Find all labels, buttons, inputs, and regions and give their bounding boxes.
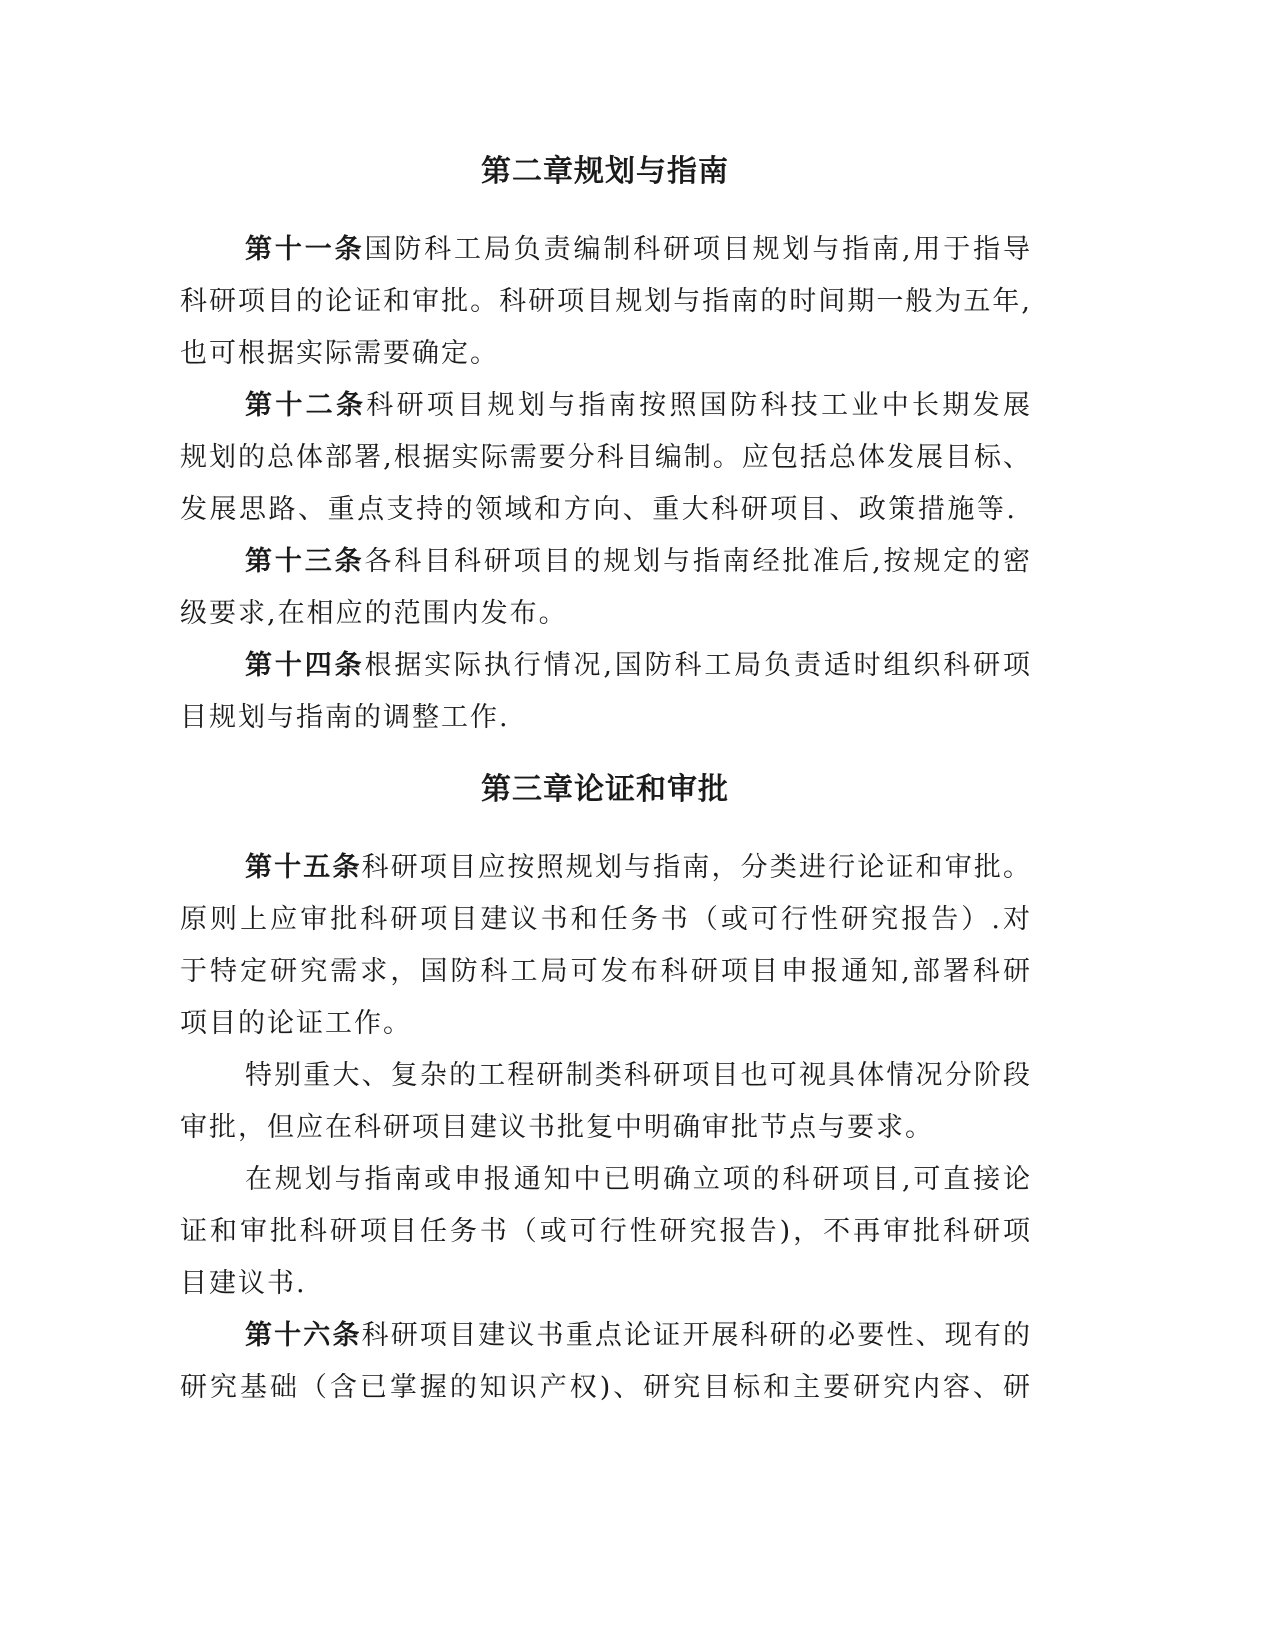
- text-line: 发展思路、重点支持的领域和方向、重大科研项目、政策措施等.: [180, 494, 1015, 525]
- article-15-line: [245, 842, 1030, 894]
- line-text: 科研项目建议书重点论证开展科研的必要性、现有的: [361, 1320, 1030, 1351]
- article-label: 第十五条: [245, 852, 362, 883]
- line-text: 各科目科研项目的规划与指南经批准后,按规定的密: [364, 546, 1030, 577]
- text-line: 目规划与指南的调整工作.: [180, 702, 510, 733]
- line-text: 国防科工局负责编制科研项目规划与指南,用于指导: [364, 234, 1030, 265]
- line-text: 科研项目规划与指南按照国防科技工业中长期发展: [366, 390, 1030, 421]
- article-label: 第十二条: [245, 390, 367, 421]
- text-line: 级要求,在相应的范围内发布。: [180, 598, 568, 629]
- text-line: 审批，但应在科研项目建议书批复中明确审批节点与要求。: [180, 1112, 934, 1143]
- chapter-3-body: [180, 842, 1030, 1414]
- line-text: 科研项目应按照规划与指南，分类进行论证和审批。: [361, 852, 1030, 883]
- text-line: 证和审批科研项目任务书（或可行性研究报告)，不再审批科研项: [180, 1216, 1030, 1247]
- text-line: 也可根据实际需要确定。: [180, 338, 499, 369]
- text-line: 在规划与指南或申报通知中已明确立项的科研项目,可直接论: [245, 1164, 1030, 1195]
- text-line: 目建议书.: [180, 1268, 307, 1299]
- article-12-line: [245, 380, 1030, 432]
- chapter-3-title: 第三章论证和审批: [481, 772, 729, 807]
- text-line: 科研项目的论证和审批。科研项目规划与指南的时间期一般为五年,: [180, 286, 1030, 317]
- article-13-line: [245, 536, 1030, 588]
- text-line: 于特定研究需求，国防科工局可发布科研项目申报通知,部署科研: [180, 956, 1030, 987]
- chapter-2-body: [180, 224, 1030, 744]
- text-line: 特别重大、复杂的工程研制类科研项目也可视具体情况分阶段: [245, 1060, 1030, 1091]
- text-line: 研究基础（含已掌握的知识产权)、研究目标和主要研究内容、研: [180, 1372, 1030, 1403]
- text-line: 项目的论证工作。: [180, 1008, 412, 1039]
- article-label: 第十一条: [245, 234, 365, 265]
- article-label: 第十六条: [245, 1320, 362, 1351]
- article-11-line: [245, 224, 1030, 276]
- line-text: 根据实际执行情况,国防科工局负责适时组织科研项: [364, 650, 1030, 681]
- article-14-line: [245, 640, 1030, 692]
- article-label: 第十四条: [245, 650, 365, 681]
- chapter-2-title: 第二章规划与指南: [481, 154, 729, 189]
- article-16-line: [245, 1310, 1030, 1362]
- text-line: 规划的总体部署,根据实际需要分科目编制。应包括总体发展目标、: [180, 442, 1030, 473]
- text-line: 原则上应审批科研项目建议书和任务书（或可行性研究报告）.对: [180, 904, 1030, 935]
- article-label: 第十三条: [245, 546, 365, 577]
